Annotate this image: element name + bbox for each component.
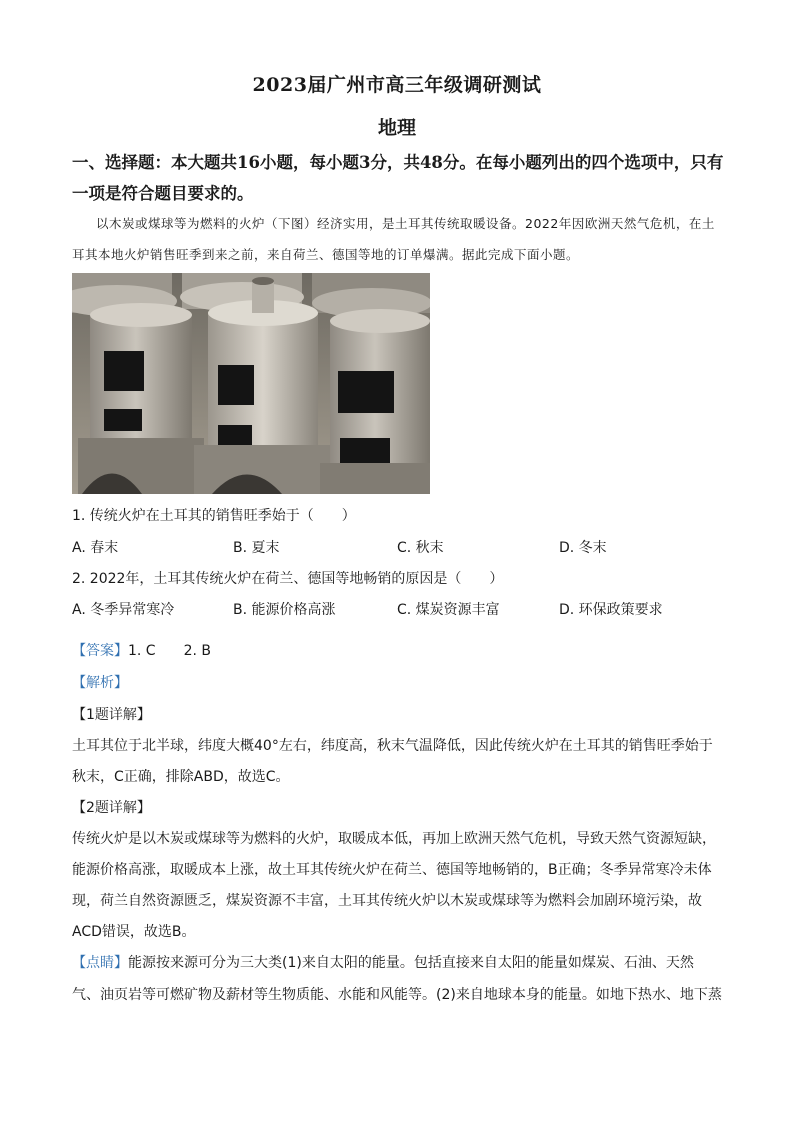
detail-2-line-2: 能源价格高涨，取暖成本上涨，故土耳其传统火炉在荷兰、德国等地畅销的，B正确；冬季异常寒冷未体 — [72, 862, 712, 878]
section-heading: 一、选择题：本大题共16小题，每小题3分，共48分。在每小题列出的四个选项中，只有一项是符合题目要求的。 — [72, 153, 724, 203]
tip-line-1 — [72, 952, 694, 972]
subject-title: 地理 — [377, 117, 416, 139]
question-1-option-a: A. 春末 — [72, 540, 119, 556]
question-2-stem: 2. 2022年，土耳其传统火炉在荷兰、德国等地畅销的原因是（ ） — [72, 571, 504, 587]
question-1-option-b: B. 夏末 — [233, 540, 280, 556]
tip-line-2: 气、油页岩等可燃矿物及薪材等生物质能、水能和风能等。(2)来自地球本身的能量。如地下热水、地下蒸 — [72, 987, 722, 1003]
detail-1-label: 【1题详解】 — [72, 707, 151, 723]
stove-photo — [72, 273, 430, 494]
question-1-option-c: C. 秋末 — [397, 540, 444, 556]
question-1-option-d: D. 冬末 — [559, 540, 607, 556]
answer-text: 1. C 2. B — [128, 643, 211, 659]
analysis-label: 【解析】 — [72, 675, 128, 691]
answer-label: 【答案】 — [72, 643, 128, 659]
question-passage: 以木炭或煤球等为燃料的火炉（下图）经济实用，是土耳其传统取暖设备。2022年因欧洲天然气危机，在土耳其本地火炉销售旺季到来之前，来自荷兰、德国等地的订单爆满。据此完成下面小题。 — [72, 216, 715, 262]
question-2-option-c: C. 煤炭资源丰富 — [397, 602, 500, 618]
detail-2-label: 【2题详解】 — [72, 800, 151, 816]
question-1-stem: 1. 传统火炉在土耳其的销售旺季始于（ ） — [72, 508, 356, 524]
tip-label: 【点睛】 — [72, 955, 128, 971]
detail-2-line-4: ACD错误，故选B。 — [72, 924, 196, 940]
detail-2-line-3: 现，荷兰自然资源匮乏，煤炭资源不丰富，土耳其传统火炉以木炭或煤球等为燃料会加剧环境污染，故 — [72, 893, 702, 909]
question-2-option-b: B. 能源价格高涨 — [233, 602, 336, 618]
question-2-option-a: A. 冬季异常寒冷 — [72, 602, 175, 618]
detail-1-line-1: 土耳其位于北半球，纬度大概40°左右，纬度高，秋末气温降低，因此传统火炉在土耳其的销售旺季始于 — [72, 738, 713, 754]
detail-1-line-2: 秋末，C正确，排除ABD，故选C。 — [72, 769, 290, 785]
tip-text-1: 能源按来源可分为三大类(1)来自太阳的能量。包括直接来自太阳的能量如煤炭、石油、天然 — [128, 955, 694, 971]
question-2-option-d: D. 环保政策要求 — [559, 602, 663, 618]
exam-title: 2023届广州市高三年级调研测试 — [252, 74, 542, 96]
answer-line — [72, 640, 211, 660]
analysis-line — [72, 672, 128, 692]
detail-2-line-1: 传统火炉是以木炭或煤球等为燃料的火炉，取暖成本低，再加上欧洲天然气危机，导致天然气资源短缺， — [72, 831, 716, 847]
